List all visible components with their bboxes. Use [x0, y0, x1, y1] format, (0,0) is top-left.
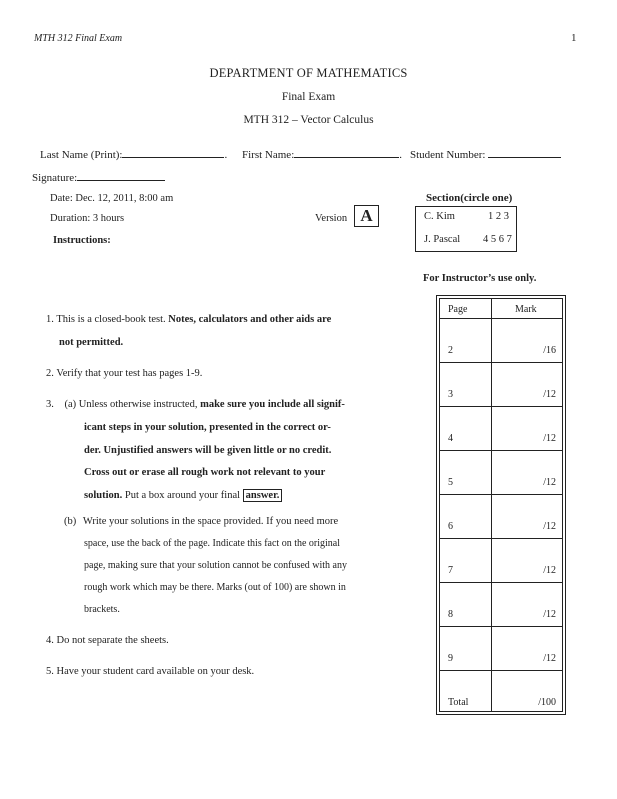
grading-row-divider: [439, 538, 563, 539]
grading-page-cell: 3: [448, 389, 453, 400]
grading-page-cell: Total: [448, 697, 469, 708]
signature-label: Signature:: [32, 172, 78, 184]
grading-mark-cell[interactable]: /12: [543, 433, 556, 444]
instruction-line: Cross out or erase all rough work not relevant to your: [84, 467, 326, 478]
grading-row-divider: [439, 318, 563, 319]
grading-mark-cell[interactable]: /12: [543, 477, 556, 488]
grading-mark-cell[interactable]: /12: [543, 521, 556, 532]
instruction-subitem: (b) Write your solutions in the space provided. If you need more: [64, 516, 339, 527]
section-row[interactable]: [424, 211, 509, 222]
answer-box-example: answer.: [243, 489, 283, 502]
first-name-line[interactable]: [294, 148, 399, 158]
section-box: [415, 206, 517, 252]
grading-page-cell: 5: [448, 477, 453, 488]
grading-mark-cell[interactable]: /16: [543, 345, 556, 356]
last-name-field[interactable]: Last Name (Print): .: [40, 149, 228, 161]
grading-col-mark: Mark: [515, 304, 537, 315]
section-instructor: J. Pascal: [424, 234, 461, 245]
grading-heading: For Instructor’s use only.: [423, 273, 537, 284]
exam-title: Final Exam: [281, 91, 336, 103]
grading-row-divider: [439, 626, 563, 627]
grading-mark-cell[interactable]: /12: [543, 653, 556, 664]
course-title: MTH 312 – Vector Calculus: [243, 114, 374, 126]
section-instructor: C. Kim: [424, 211, 455, 222]
grading-mark-cell[interactable]: /100: [538, 697, 556, 708]
exam-duration: Duration: 3 hours: [50, 213, 125, 224]
grading-row-divider: [439, 450, 563, 451]
grading-table: [439, 298, 563, 712]
grading-page-cell: 8: [448, 609, 453, 620]
section-heading: Section(circle one): [426, 192, 513, 204]
department-title: DEPARTMENT OF MATHEMATICS: [209, 66, 408, 80]
instruction-item: 5. Have your student card available on your desk.: [46, 666, 255, 677]
grading-mark-cell[interactable]: /12: [543, 609, 556, 620]
instruction-item: 2. Verify that your test has pages 1-9.: [46, 368, 203, 379]
grading-column-divider: [491, 298, 492, 712]
section-row[interactable]: [424, 234, 512, 245]
first-name-label: First Name:: [242, 149, 295, 161]
instruction-item: 1. This is a closed-book test. Notes, calculators and other aids are: [46, 314, 332, 325]
version-box: A: [354, 205, 379, 227]
instruction-line: icant steps in your solution, presented in the correct or-: [84, 422, 331, 433]
instruction-item: 3. (a) Unless otherwise instructed, make sure you include all signif-: [46, 399, 345, 410]
instruction-line: space, use the back of the page. Indicate this fact on the original: [84, 538, 341, 549]
grading-row-divider: [439, 582, 563, 583]
grading-row-divider: [439, 494, 563, 495]
student-number-label: Student Number:: [410, 149, 486, 161]
instruction-line: solution. Put a box around your final answer.: [84, 484, 282, 507]
grading-page-cell: 9: [448, 653, 453, 664]
section-numbers[interactable]: 1 2 3: [488, 211, 509, 222]
last-name-line[interactable]: [122, 148, 224, 158]
instruction-line: page, making sure that your solution cannot be confused with any: [84, 560, 347, 571]
instructions-heading: Instructions:: [53, 235, 111, 246]
grading-row-divider: [439, 670, 563, 671]
instruction-item-continued: not permitted.: [59, 337, 124, 348]
grading-col-page: Page: [448, 304, 468, 315]
signature-line[interactable]: [77, 171, 165, 181]
instruction-line: brackets.: [84, 604, 120, 615]
instruction-line: der. Unjustified answers will be given little or no credit.: [84, 445, 332, 456]
grading-page-cell: 7: [448, 565, 453, 576]
first-name-field[interactable]: First Name: .: [242, 149, 402, 161]
grading-mark-cell[interactable]: /12: [543, 389, 556, 400]
grading-row-divider: [439, 362, 563, 363]
last-name-label: Last Name (Print):: [40, 149, 123, 161]
signature-field[interactable]: [32, 171, 165, 184]
exam-date: Date: Dec. 12, 2011, 8:00 am: [50, 193, 174, 204]
instruction-item: 4. Do not separate the sheets.: [46, 635, 169, 646]
student-number-field[interactable]: [410, 148, 561, 161]
page-number: 1: [571, 32, 577, 44]
section-numbers[interactable]: 4 5 6 7: [483, 234, 512, 245]
grading-row-divider: [439, 406, 563, 407]
running-header: MTH 312 Final Exam: [34, 33, 123, 44]
grading-page-cell: 4: [448, 433, 453, 444]
grading-page-cell: 6: [448, 521, 453, 532]
instruction-line: rough work which may be there. Marks (out of 100) are shown in: [84, 582, 346, 593]
student-number-line[interactable]: [488, 148, 561, 158]
version-label: Version: [315, 213, 348, 224]
grading-mark-cell[interactable]: /12: [543, 565, 556, 576]
grading-page-cell: 2: [448, 345, 453, 356]
